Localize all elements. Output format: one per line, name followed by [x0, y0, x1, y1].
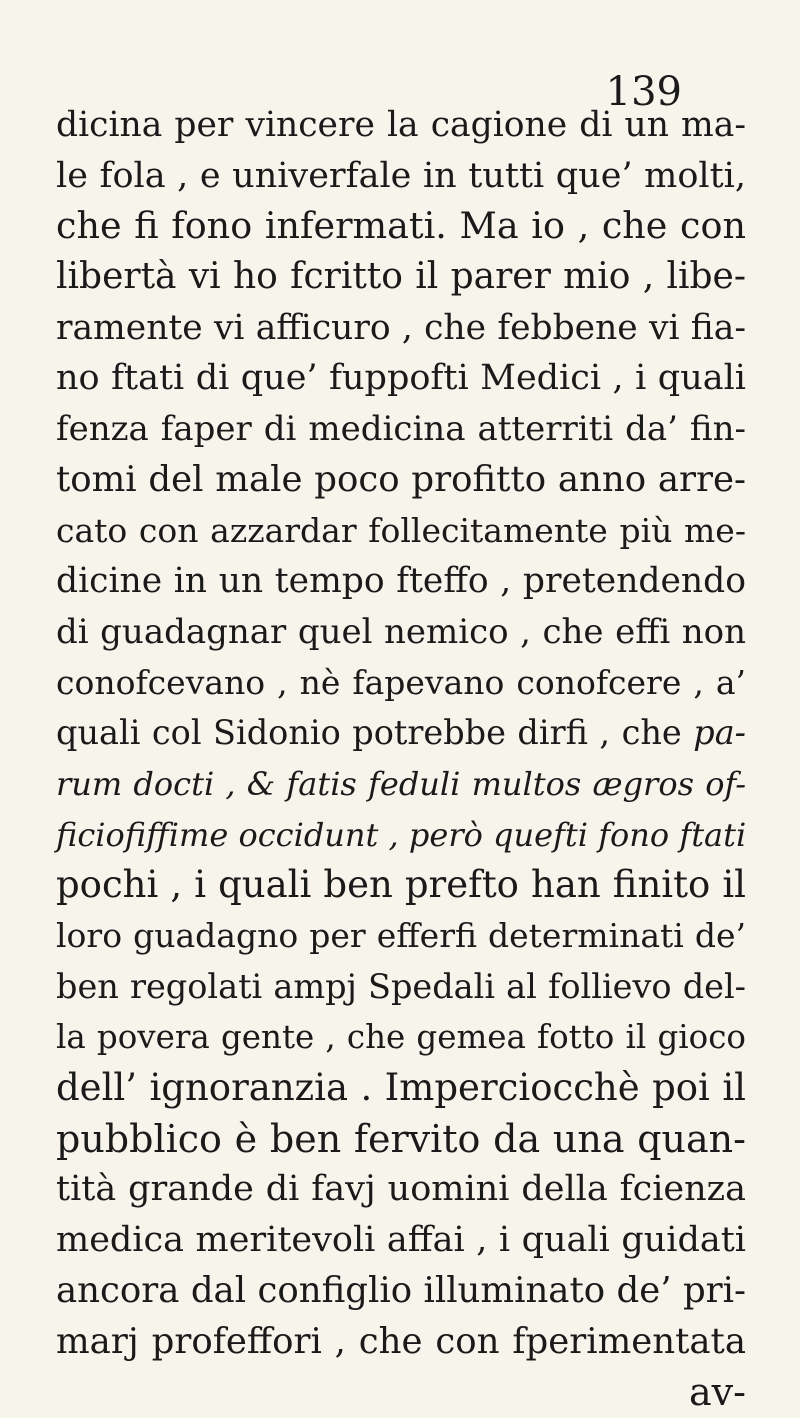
body-text	[56, 100, 746, 1418]
text-italic: pa-	[693, 713, 746, 753]
text-line: che fi fono infermati. Ma io , che con	[56, 204, 746, 248]
text-line: loro guadagno per efferfi determinati de’	[56, 916, 746, 955]
text-line: ancora dal configlio illuminato de’ pri-	[56, 1269, 746, 1311]
text-roman: quali col Sidonio potrebbe dirfi , che	[56, 713, 682, 753]
text-line: pubblico è ben fervito da una quan-	[56, 1116, 746, 1161]
text-line: tità grande di favj uomini della fcienza	[56, 1169, 746, 1210]
text-line: fenza faper di medicina atterriti da’ fin-	[56, 409, 746, 450]
text-line: dell’ ignoranzia . Imperciocchè poi il	[56, 1066, 746, 1110]
text-line: dicine in un tempo fteffo , pretendendo	[56, 561, 746, 602]
text-line-mixed	[56, 708, 746, 759]
text-line: ben regolati ampj Spedali al follievo del-	[56, 966, 746, 1006]
text-line-italic: rum docti , & fatis feduli multos ægros of-	[56, 764, 746, 803]
text-line: le fola , e univerfale in tutti que’ molti,	[56, 155, 746, 196]
text-line: pochi , i quali ben prefto han finito il	[56, 863, 746, 907]
text-line: no ftati di que’ fuppofti Medici , i quali	[56, 358, 746, 399]
catchword: av-	[689, 1370, 746, 1415]
text-line: la povera gente , che gemea fotto il gioco	[56, 1018, 746, 1057]
text-line	[56, 810, 746, 861]
text-line: tomi del male poco profitto anno arre-	[56, 458, 746, 500]
text-line: marj profeffori , che con fperimentata	[56, 1320, 746, 1362]
text-line: medica meritevoli affai , i quali guidati	[56, 1220, 746, 1261]
text-line: di guadagnar quel nemico , che effi non	[56, 611, 746, 652]
text-italic: ficiofiffime occidunt , però quefti fono ftati	[56, 815, 747, 854]
text-line: dicina per vincere la cagione di un ma-	[56, 105, 746, 145]
text-line: ramente vi afficuro , che febbene vi fia-	[56, 307, 746, 348]
page-number: 139	[605, 69, 682, 115]
text-line: cato con azzardar follecitamente più me-	[56, 510, 746, 550]
text-line: libertà vi ho fcritto il parer mio , libe-	[56, 256, 746, 298]
text-line: conofcevano , nè fapevano conofcere , a’	[56, 662, 746, 702]
